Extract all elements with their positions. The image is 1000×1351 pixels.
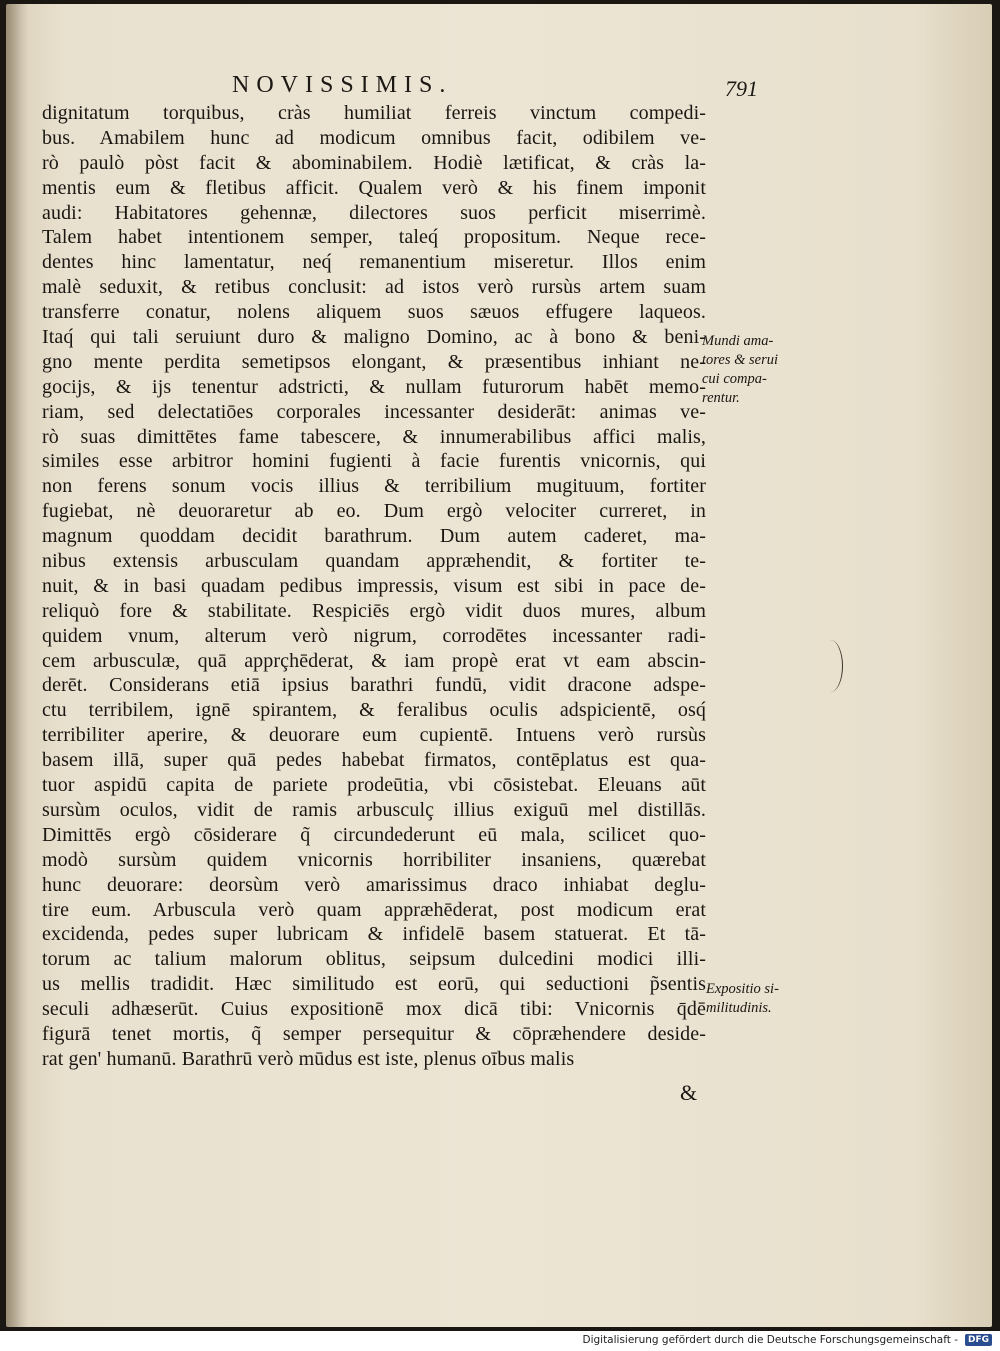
text-line: cem arbusculæ, quā apprçhēderat, & iam propè erat vt eam abscin- xyxy=(42,649,706,672)
text-line: non ferens sonum vocis illius & terribilium mugituum, fortiter xyxy=(42,475,706,498)
margin-note-line: militudinis. xyxy=(706,1000,772,1016)
text-line: nuit, & in basi quadam pedibus impressis, visum est sibi in pace de- xyxy=(42,574,706,597)
text-line: tire eum. Arbuscula verò quam appræhēderat, post modicum erat xyxy=(42,898,706,921)
text-line: ctu terribilem, ignē spirantem, & feralibus oculis adspicientē, osq́ xyxy=(42,699,706,722)
text-line: figurā tenet mortis, q̃ semper persequitur & cōpræhendere deside- xyxy=(42,1022,706,1045)
text-line: riam, sed delectatiōes corporales incessanter desiderāt: animas ve- xyxy=(42,400,706,423)
text-line: basem illā, super quā pedes habebat firmatos, contēplatus est qua- xyxy=(42,749,706,772)
margin-note-expositio xyxy=(706,980,779,1018)
text-line: modò sursùm quidem vnicornis horribiliter insaniens, quærebat xyxy=(42,848,706,871)
text-line: reliquò fore & stabilitate. Respiciēs ergò vidit duos mures, album xyxy=(42,599,706,622)
text-line: tuor aspidū capita de pariete prodeūtia, vbi cōsistebat. Eleuans aūt xyxy=(42,774,706,797)
text-line: quidem vnum, alterum verò nigrum, corrodētes incessanter radi- xyxy=(42,624,706,647)
text-line: similes esse arbitror homini fugienti à facie furentis vnicornis, qui xyxy=(42,450,706,473)
text-line: hunc deuorare: deorsùm verò amarissimus draco inhiabat deglu- xyxy=(42,873,706,896)
margin-note-line: rentur. xyxy=(702,390,740,406)
text-line: seculi adhæserūt. Cuius expositionē mox dicā tibi: Vnicornis q̄dē xyxy=(42,998,706,1021)
text-line: transferre conatur, nolens aliquem suos sæuos effugere laqueos. xyxy=(42,301,706,324)
text-line: mentis eum & fletibus afficit. Qualem verò & his finem imponit xyxy=(42,176,706,199)
pencil-bracket-mark xyxy=(818,640,843,692)
text-line: terribiliter aperire, & deuorare eum cupientē. Intuens verò rursùs xyxy=(42,724,706,747)
text-line: rò paulò pòst facit & abominabilem. Hodiè lætificat, & cràs la- xyxy=(42,151,706,174)
text-line: gocijs, & ijs tenentur adstricti, & nullam futurorum habēt memo- xyxy=(42,375,706,398)
text-line: dignitatum torquibus, cràs humiliat ferreis vinctum compedi- xyxy=(42,102,706,124)
page-number: 791 xyxy=(725,76,758,101)
text-line: magnum quoddam decidit barathrum. Dum autem caderet, ma- xyxy=(42,525,706,548)
digitization-footer xyxy=(0,1331,1000,1351)
text-line: derēt. Considerans etiā ipsius barathri fundū, vidit dracone adspe- xyxy=(42,674,706,697)
text-line: bus. Amabilem hunc ad modicum omnibus facit, odibilem ve- xyxy=(42,126,706,149)
margin-note-line: Expositio si- xyxy=(706,981,779,997)
body-text xyxy=(42,101,706,1072)
text-line: audi: Habitatores gehennæ, dilectores suos perficit miserrimè. xyxy=(42,201,706,224)
text-line: Itaq́ qui tali seruiunt duro & maligno Domino, ac à bono & beni- xyxy=(42,326,706,349)
margin-note-mundi-amatores xyxy=(702,332,778,408)
dfg-logo: DFG xyxy=(965,1334,992,1346)
margin-note-line: tores & serui xyxy=(702,352,778,368)
margin-note-line: Mundi ama- xyxy=(702,333,774,349)
text-line: rat gen' humanū. Barathrū verò mūdus est iste, plenus oībus malis xyxy=(42,1047,575,1070)
margin-note-line: cui compa- xyxy=(702,371,767,387)
text-line: excidenda, pedes super lubricam & infidelē basem statuerat. Et tā- xyxy=(42,923,706,946)
text-line: dentes hinc lamentatur, neq́ remanentium miseretur. Illos enim xyxy=(42,251,706,274)
text-line: us mellis tradidit. Hæc similitudo est eorū, qui seductioni p̃sentis xyxy=(42,973,706,996)
text-line: torum ac talium malorum oblitus, seipsum dulcedini modici illi- xyxy=(42,948,706,971)
text-line: rò suas dimittētes fame tabescere, & innumerabilibus affici malis, xyxy=(42,425,706,448)
gutter-shadow xyxy=(6,4,28,1327)
running-title: NOVISSIMIS. xyxy=(232,72,453,98)
text-line: gno mente perdita semetipsos elongant, & præsentibus inhiant ne- xyxy=(42,350,706,373)
text-line: nibus extensis arbusculam quandam appræhendit, & fortiter te- xyxy=(42,550,706,573)
text-line: Dimittēs ergò cōsiderare q̃ circundederunt eū mala, scilicet quo- xyxy=(42,823,706,846)
funding-credit: Digitalisierung gefördert durch die Deutsche Forschungsgemeinschaft - xyxy=(582,1334,958,1346)
text-line: fugiebat, nè deuoraretur ab eo. Dum ergò velociter curreret, in xyxy=(42,500,706,523)
text-line: sursùm oculos, vidit de ramis arbusculç illius exiguū mel distillās. xyxy=(42,798,706,821)
catchword: & xyxy=(680,1080,698,1105)
text-line: Talem habet intentionem semper, taleq́ propositum. Neque rece- xyxy=(42,226,706,249)
text-line: malè seduxit, & retibus conclusit: ad istos verò rursùs artem suam xyxy=(42,276,706,299)
